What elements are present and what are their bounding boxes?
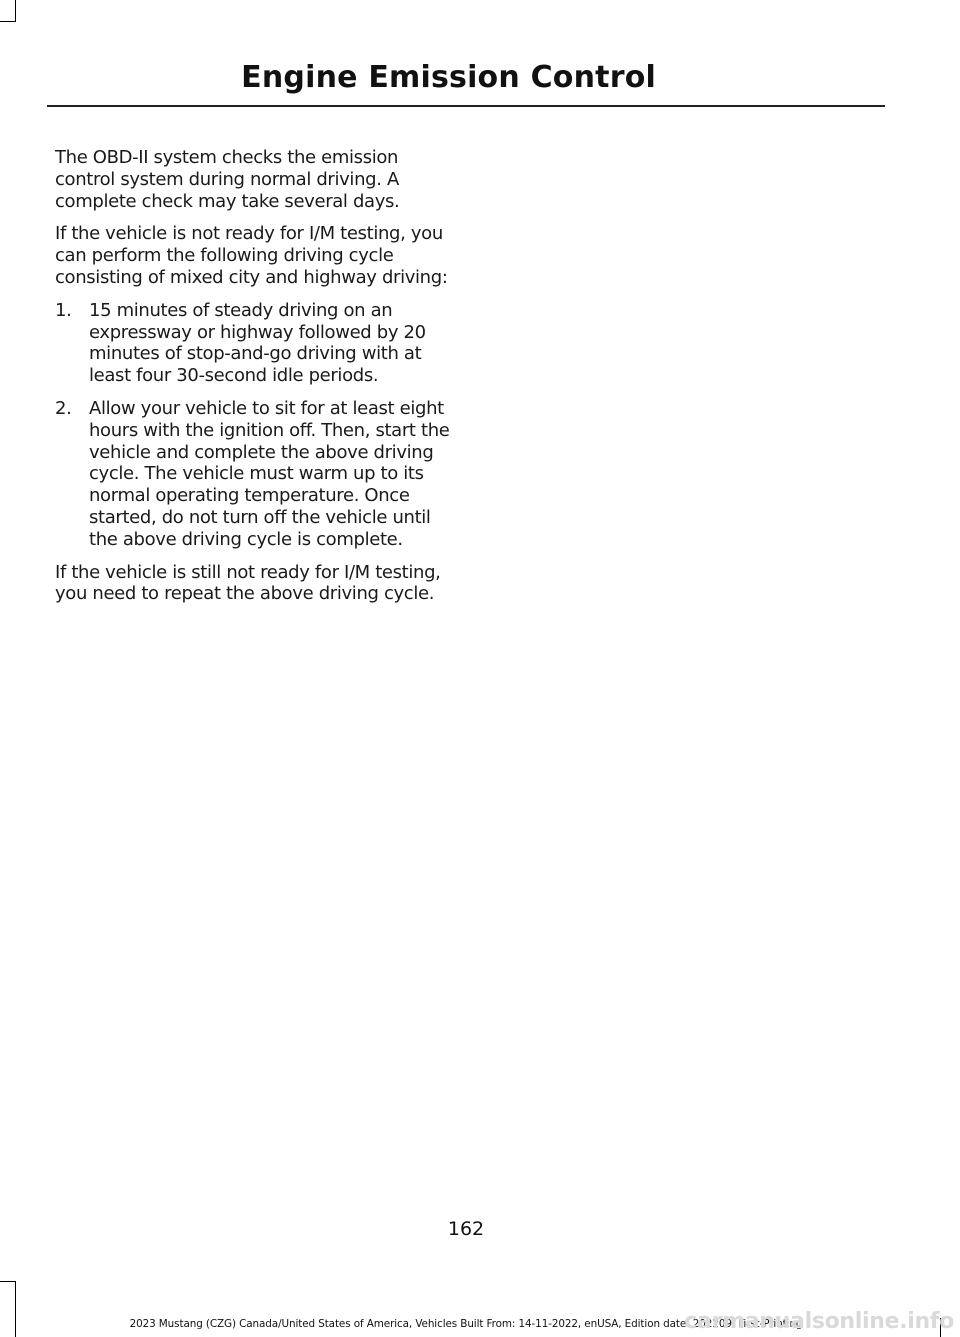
crop-mark-top-left-horizontal bbox=[0, 21, 16, 22]
step-text: 15 minutes of steady driving on an expressway or highway followed by 20 minutes of stop-and-go driving with at least four 30-second idle periods. bbox=[89, 299, 426, 387]
step-item bbox=[55, 300, 455, 387]
step-item bbox=[55, 398, 455, 551]
crop-mark-top-left-vertical bbox=[15, 0, 16, 22]
intro-paragraph: The OBD-II system checks the emission control system during normal driving. A complete check may take several days. bbox=[55, 147, 400, 212]
step-number: 2. bbox=[55, 397, 72, 419]
content-column bbox=[55, 147, 455, 616]
page-title: Engine Emission Control bbox=[241, 60, 656, 95]
step-number: 1. bbox=[55, 299, 72, 321]
site-watermark: carmanualsonline.info bbox=[684, 1309, 954, 1334]
title-divider bbox=[47, 105, 885, 107]
step-text: Allow your vehicle to sit for at least eight hours with the ignition off. Then, start the vehicle and complete the above driving cycle. The vehicle must warm up to its normal operating temperature. Once started, do not turn off the vehicle until the above driving cycle is complete. bbox=[89, 397, 450, 550]
lead-in-paragraph: If the vehicle is not ready for I/M testing, you can perform the following driving cycle consisting of mixed city and highway driving: bbox=[55, 223, 448, 288]
page-number: 162 bbox=[447, 1218, 485, 1240]
edition-footer: 2023 Mustang (CZG) Canada/United States of America, Vehicles Built From: 14-11-2022, enUSA, Edition date: 202209, First-Printing bbox=[129, 1318, 803, 1330]
closing-paragraph: If the vehicle is still not ready for I/M testing, you need to repeat the above driving cycle. bbox=[55, 561, 441, 605]
crop-mark-bottom-left-horizontal bbox=[0, 1281, 16, 1282]
driving-cycle-steps bbox=[55, 300, 455, 551]
